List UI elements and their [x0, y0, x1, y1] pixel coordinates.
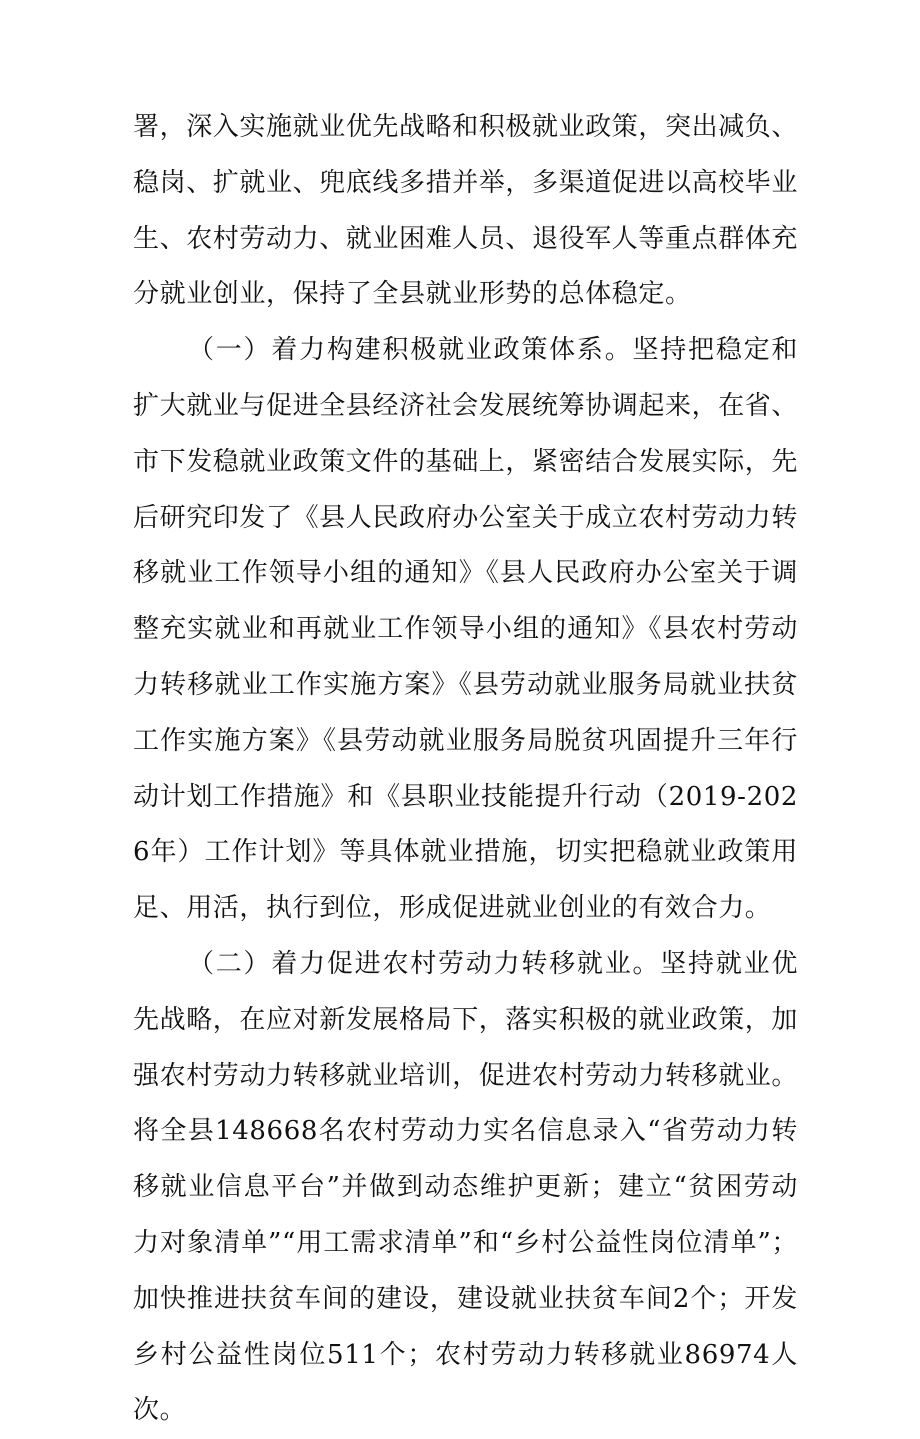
- paragraph-continued-intro: 署，深入实施就业优先战略和积极就业政策，突出减负、稳岗、扩就业、兜底线多措并举，多渠道促进以高校毕业生、农村劳动力、就业困难人员、退役军人等重点群体充分就业创业，保持了全县就业形势的总体稳定。: [133, 112, 799, 310]
- paragraph-rural-labor-transfer: （二）着力促进农村劳动力转移就业。坚持就业优先战略，在应对新发展格局下，落实积极的就业政策，加强农村劳动力转移就业培训，促进农村劳动力转移就业。将全县148668名农村劳动力实名信息录入“省劳动力转移就业信息平台”并做到动态维护更新；建立“贫困劳动力对象清单”“用工需求清单”和“乡村公益性岗位清单”；加快推进扶贫车间的建设，建设就业扶贫车间2个；开发乡村公益性岗位511个；农村劳动力转移就业86974人次。: [133, 948, 799, 1426]
- paragraph-policy-system: （一）着力构建积极就业政策体系。坚持把稳定和扩大就业与促进全县经济社会发展统筹协调起来，在省、市下发稳就业政策文件的基础上，紧密结合发展实际，先后研究印发了《县人民政府办公室关于成立农村劳动力转移就业工作领导小组的通知》《县人民政府办公室关于调整充实就业和再就业工作领导小组的通知》《县农村劳动力转移就业工作实施方案》《县劳动就业服务局就业扶贫工作实施方案》《县劳动就业服务局脱贫巩固提升三年行动计划工作措施》和《县职业技能提升行动（2019-2026年）工作计划》等具体就业措施，切实把稳就业政策用足、用活，执行到位，形成促进就业创业的有效合力。: [133, 335, 799, 924]
- document-body: [133, 100, 798, 1439]
